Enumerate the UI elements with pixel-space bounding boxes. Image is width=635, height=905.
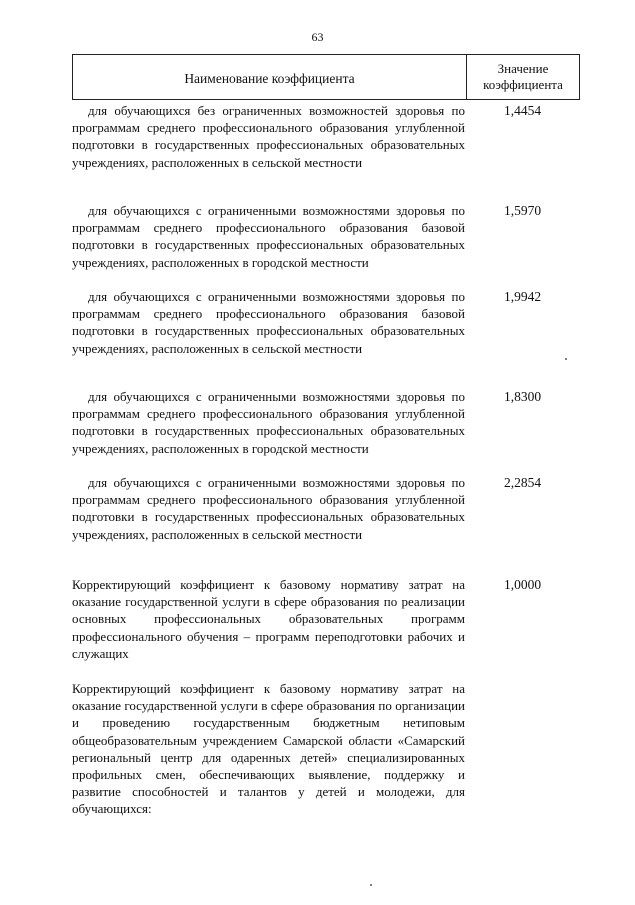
coefficient-name: для обучающихся без ограниченных возможностей здоровья по программам среднего профессионального образования углубленной подготовки в государственных профессиональных образовательных учреждениях, расположенных в сельской местности	[72, 103, 465, 170]
scan-speck	[565, 358, 567, 360]
coefficient-value: 1,9942	[503, 289, 542, 304]
scan-speck	[370, 884, 372, 886]
coefficient-value: 1,8300	[503, 389, 542, 404]
table-header	[72, 54, 580, 100]
column-header-name: Наименование коэффициента	[73, 55, 467, 99]
coefficient-name: для обучающихся с ограниченными возможностями здоровья по программам среднего профессионального образования базовой подготовки в государственных профессиональных образовательных учреждениях, расположенных в сельской местности	[72, 289, 465, 356]
coefficient-value: 1,5970	[503, 203, 542, 218]
coefficient-name: Корректирующий коэффициент к базовому нормативу затрат на оказание государственной услуги в сфере образования по реализации основных профессиональных образовательных программ профессионального обучения – программ переподготовки рабочих и служащих	[72, 577, 465, 661]
coefficient-value: 1,4454	[503, 103, 542, 118]
column-header-value: Значение коэффициента	[483, 61, 563, 92]
coefficient-value: 2,2854	[503, 475, 542, 490]
coefficient-name: для обучающихся с ограниченными возможностями здоровья по программам среднего профессионального образования базовой подготовки в государственных профессиональных образовательных учреждениях, расположенных в городской местности	[72, 203, 465, 270]
coefficient-name: для обучающихся с ограниченными возможностями здоровья по программам среднего профессионального образования углубленной подготовки в государственных профессиональных образовательных учреждениях, расположенных в городской местности	[72, 389, 465, 456]
coefficient-name: Корректирующий коэффициент к базовому нормативу затрат на оказание государственной услуги в сфере образования по организации и проведению государственным бюджетным нетиповым общеобразовательным учреждением Самарской области «Самарский региональный центр для одаренных детей» специализированных профильных смен, обеспечивающих выявление, поддержку и развитие способностей и талантов у детей и молодежи, для обучающихся:	[72, 681, 465, 817]
coefficient-value: 1,0000	[503, 577, 542, 592]
coefficient-name: для обучающихся с ограниченными возможностями здоровья по программам среднего профессионального образования углубленной подготовки в государственных профессиональных образовательных учреждениях, расположенных в сельской местности	[72, 475, 465, 542]
page-number: 63	[311, 30, 324, 44]
